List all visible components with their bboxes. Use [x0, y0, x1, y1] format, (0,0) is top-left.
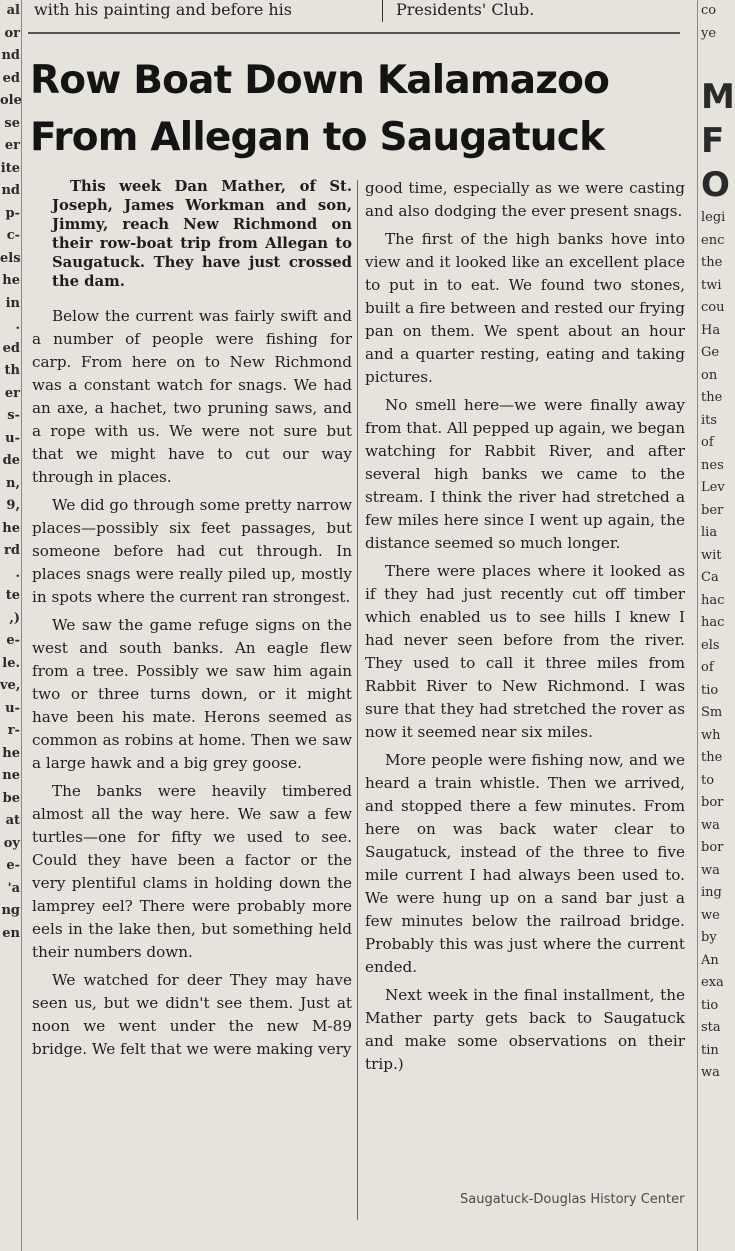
headline-rule	[28, 32, 680, 34]
right-edge-fragment: Ge	[701, 345, 720, 360]
left-edge-fragment: rd	[4, 543, 20, 558]
left-edge-fragment: oy	[3, 835, 20, 851]
left-edge-fragment: de	[2, 453, 20, 468]
right-edge-fragment: tio	[701, 682, 719, 698]
article-paragraph: Next week in the final installment, the Mather party gets back to Saugatuck and make some observations on their trip.)	[365, 986, 685, 1073]
right-edge-fragment: ber	[701, 502, 724, 518]
right-edge-fragment: Sm	[701, 705, 723, 720]
left-edge-fragment: in	[5, 295, 20, 311]
headline-line-2: From Allegan to Saugatuck	[30, 115, 605, 160]
left-edge-fragment: at	[5, 813, 20, 828]
left-edge-fragment: te	[5, 588, 20, 603]
left-edge-fragment: .	[15, 565, 20, 581]
left-edge-fragment: ed	[2, 340, 20, 356]
right-edge-fragment: bor	[701, 795, 724, 810]
right-edge-fragment: tin	[701, 1042, 719, 1058]
left-edge-fragment: ve,	[0, 678, 21, 693]
right-edge-fragment: enc	[701, 232, 725, 248]
right-column-edge	[697, 0, 735, 1251]
right-edge-fragment: we	[701, 907, 720, 923]
column-divider	[382, 0, 383, 22]
left-edge-fragment: he	[2, 745, 20, 761]
previous-article-text-left: with his painting and before his	[34, 0, 293, 19]
right-edge-headline-fragment: M	[701, 77, 735, 117]
left-edge-fragment: or	[4, 25, 20, 41]
right-edge-fragment: lia	[701, 525, 718, 540]
left-edge-fragment: be	[2, 790, 20, 806]
right-edge-fragment: Ha	[701, 322, 721, 338]
right-edge-fragment: the	[701, 255, 723, 270]
left-edge-fragment: al	[6, 3, 20, 18]
left-edge-fragment: he	[2, 520, 20, 536]
left-edge-fragment: 9,	[6, 498, 20, 513]
right-edge-fragment: by	[701, 930, 717, 945]
right-edge-fragment: wh	[701, 727, 721, 743]
right-edge-fragment: wa	[701, 817, 720, 833]
article-column-2	[365, 177, 685, 1081]
article-paragraph: We saw the game refuge signs on the west and south banks. An eagle flew from a tree. Possibly we saw him again two or three turns down, or it might have been his mate. Herons seemed as common as robins at home. Then we saw a large hawk and a big grey goose.	[32, 616, 352, 772]
watermark: Saugatuck-Douglas History Center	[460, 1192, 685, 1207]
right-edge-fragment: twi	[701, 277, 722, 293]
right-edge-fragment: bor	[701, 840, 724, 855]
right-edge-fragment: of	[701, 660, 714, 675]
left-edge-fragment: e-	[6, 858, 20, 873]
left-edge-fragment: p-	[5, 205, 20, 221]
left-edge-fragment: th	[4, 363, 20, 378]
left-edge-fragment: e-	[6, 633, 20, 648]
left-edge-fragment: els	[0, 250, 21, 266]
left-edge-fragment: nd	[1, 48, 20, 63]
left-edge-fragment: ng	[1, 903, 20, 918]
article-paragraph: The first of the high banks hove into view and it looked like an excellent place to put in to eat. We found two stones, built a fire between and rested our frying pan on them. We spent about an hour and a quarter resting, eating and taking pictures.	[365, 230, 685, 386]
right-edge-spacer	[698, 45, 724, 75]
right-edge-fragment: tio	[701, 997, 719, 1013]
article-deck	[32, 177, 352, 291]
article-headline	[30, 52, 690, 166]
article-paragraph: There were places where it looked as if they had just recently cut off timber which enabled us to see hills I knew I had never seen before from the river. They used to call it three miles from Rabbit River to New Richmond. I was sure that they had stretched the rover as now it seemed near six miles.	[365, 562, 685, 741]
left-edge-fragment: er	[4, 385, 20, 401]
left-edge-fragment: ole	[0, 93, 22, 108]
left-edge-fragment: r-	[7, 723, 20, 738]
article-paragraph: We watched for deer They may have seen us, but we didn't see them. Just at noon we went under the new M-89 bridge. We felt that we were making very	[32, 971, 352, 1058]
right-edge-fragment: hac	[701, 615, 725, 630]
left-edge-fragment: c-	[6, 228, 20, 243]
left-edge-fragment: se	[4, 115, 20, 131]
right-edge-fragment: legi	[701, 210, 726, 225]
left-edge-fragment: 'a	[7, 880, 20, 896]
right-edge-fragment: ing	[701, 885, 722, 900]
column-separator	[357, 180, 358, 1220]
right-edge-fragment: wa	[701, 1065, 720, 1080]
headline-line-1: Row Boat Down Kalamazoo	[30, 58, 610, 103]
left-edge-fragment: er	[4, 138, 20, 153]
right-edge-fragment: wa	[701, 862, 720, 878]
left-edge-fragment: ed	[2, 70, 20, 86]
right-edge-headline-fragment: F	[701, 121, 725, 161]
right-edge-fragment: nes	[701, 457, 724, 473]
left-edge-fragment: u-	[5, 430, 20, 446]
right-edge-fragment: An	[701, 952, 719, 968]
left-edge-fragment: ite	[0, 160, 20, 176]
right-edge-fragment: sta	[701, 1020, 721, 1035]
right-edge-fragment: els	[701, 637, 720, 653]
right-edge-fragment: the	[701, 750, 723, 765]
right-edge-fragment: hac	[701, 592, 725, 608]
left-edge-fragment: .	[15, 318, 20, 333]
left-column-edge	[0, 0, 22, 1251]
left-edge-fragment: s-	[7, 408, 20, 423]
left-edge-fragment: nd	[1, 183, 20, 198]
right-edge-fragment: its	[701, 412, 718, 428]
previous-article-tail	[28, 0, 693, 26]
article-column-1	[32, 177, 352, 1066]
right-edge-fragment: ye	[701, 25, 717, 41]
right-edge-fragment: co	[701, 3, 717, 18]
column-1-body	[32, 305, 352, 1061]
article-paragraph: More people were fishing now, and we heard a train whistle. Then we arrived, and stopped there a few minutes. From here on was back water clear to Saugatuck, instead of the three to five mile current I had always been used to. We were hung up on a sand bar just a few minutes below the railroad bridge. Probably this was just where the current ended.	[365, 751, 685, 976]
deck-text: This week Dan Mather, of St. Joseph, James Workman and son, Jimmy, reach New Richmond on their row-boat trip from Allegan to Saugatuck. They have just crossed the dam.	[52, 178, 352, 290]
right-edge-fragment: to	[701, 772, 715, 788]
left-edge-fragment: le.	[2, 655, 20, 671]
right-edge-fragment: exa	[701, 975, 724, 990]
left-edge-fragment: en	[2, 925, 20, 941]
article-paragraph: No smell here—we were finally away from that. All pepped up again, we began watching for Rabbit River, and after several high banks we came to the stream. I think the river had stretched a few miles here since I went up again, the distance seemed so much longer.	[365, 396, 685, 552]
right-edge-headline-fragment: O	[701, 165, 730, 205]
right-edge-fragment: of	[701, 435, 714, 450]
left-edge-fragment: he	[2, 273, 20, 288]
article-paragraph: The banks were heavily timbered almost all the way here. We saw a few turtles—one for fifty we used to see. Could they have been a factor or the very plentiful clams in holding down the lamprey eel? There were probably more eels in the lake then, but something held their numbers down.	[32, 782, 352, 961]
left-edge-fragment: ,)	[9, 610, 20, 626]
right-edge-fragment: cou	[701, 300, 725, 315]
left-edge-fragment: u-	[5, 700, 20, 716]
article-paragraph: We did go through some pretty narrow places—possibly six feet passages, but someone before had cut through. In places snags were really piled up, mostly in spots where the current ran strongest.	[32, 496, 352, 606]
article-paragraph: Below the current was fairly swift and a number of people were fishing for carp. From here on to New Richmond was a constant watch for snags. We had an axe, a hachet, two pruning saws, and a rope with us. We were not sure but that we might have to cut our way through in places.	[32, 307, 352, 486]
left-edge-fragment: ne	[2, 768, 20, 783]
right-edge-fragment: wit	[701, 547, 722, 563]
right-edge-fragment: the	[701, 390, 723, 405]
right-edge-fragment: on	[701, 367, 718, 383]
right-edge-fragment: Lev	[701, 480, 725, 495]
right-edge-fragment: Ca	[701, 570, 719, 585]
previous-article-text-right: Presidents' Club.	[396, 0, 535, 19]
column-2-body	[365, 228, 685, 1076]
column-2-continuation: good time, especially as we were casting and also dodging the ever present snags.	[365, 179, 685, 220]
left-edge-fragment: n,	[6, 475, 20, 491]
